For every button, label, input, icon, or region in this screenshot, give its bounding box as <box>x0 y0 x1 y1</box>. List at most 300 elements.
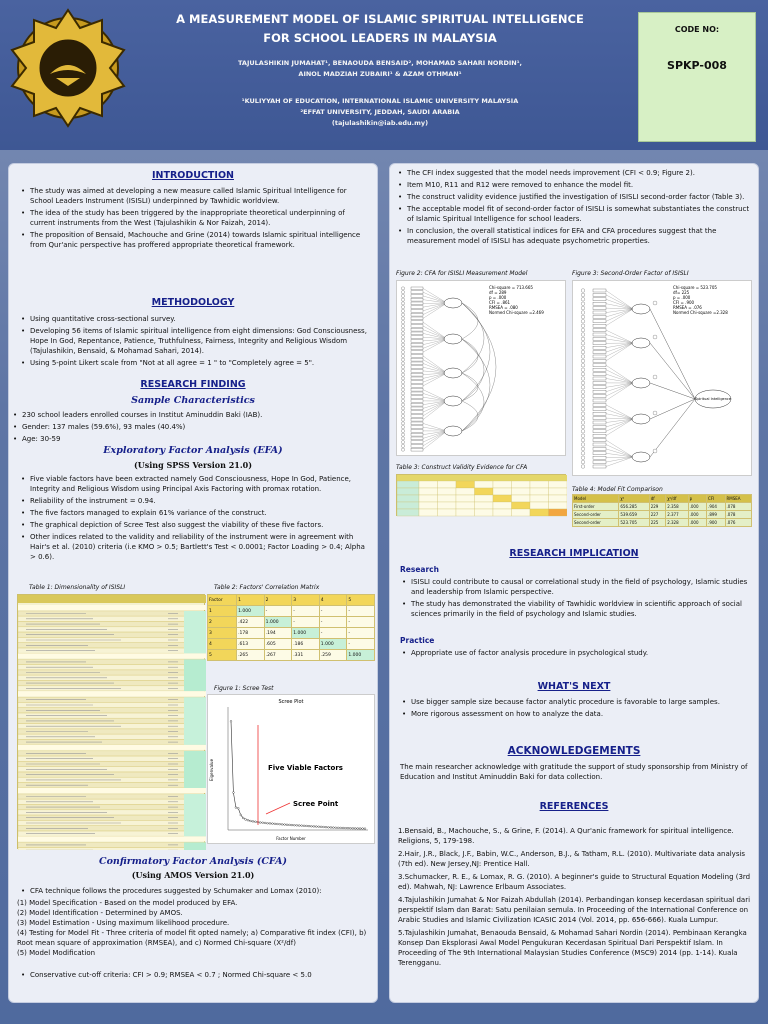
list-item: • Developing 56 items of Islamic spiritual intelligence from eight dimensions: God Consciousness, Hope In God, Repentance, Patience, Truthfulness, Fairness, Integrity and Religious Wisdom (Tajulashikin, Bensaid, & Mohamad Sahari, 2014). <box>21 326 371 356</box>
error-node <box>401 437 404 440</box>
indicator-box <box>411 287 423 290</box>
indicator-box <box>411 422 423 425</box>
disturbance-node <box>653 375 657 379</box>
indicator-box <box>593 381 606 384</box>
table3-cell <box>456 495 475 502</box>
loading-line <box>423 431 447 442</box>
error-node <box>581 333 585 337</box>
indicator-box <box>411 385 423 388</box>
indicator-box <box>411 400 423 403</box>
table-cell: 4 <box>208 639 237 650</box>
indicator-box <box>593 364 606 367</box>
scree-point <box>233 792 235 794</box>
loading-line <box>423 423 447 431</box>
table-cell: 2.328 <box>666 519 688 527</box>
error-node <box>581 421 585 425</box>
indicator-box <box>411 426 423 429</box>
list-item: • In conclusion, the overall statistical indices for EFA and CFA procedures suggest that the measurement model of ISISLI has adequate psychometric properties. <box>398 226 752 246</box>
indicator-box <box>593 315 606 318</box>
error-node <box>581 324 585 328</box>
authors-line: TAJULASHIKIN JUMAHAT¹, BENAOUDA BENSAID², MOHAMAD SAHARI NORDIN¹, <box>237 59 523 67</box>
indicator-box <box>593 412 606 415</box>
table1-group-row <box>18 691 206 696</box>
indicator-box <box>593 342 606 345</box>
table1-group-row <box>18 653 206 658</box>
loading-line <box>606 449 633 457</box>
table-header-cell: RMSEA <box>725 495 752 503</box>
indicator-box <box>593 465 606 468</box>
table-header-cell: 1 <box>237 595 265 606</box>
indicator-box <box>411 430 423 433</box>
factor-correlation-table <box>207 594 375 661</box>
loading-line <box>423 322 447 339</box>
table1-group-row <box>18 745 206 750</box>
acknowledgements-text: The main researcher acknowledge with gratitude the support of study sponsorship from Ministry of Education and Institut Aminuddin Baki for data collection. <box>400 763 748 781</box>
error-node <box>581 447 585 451</box>
error-node <box>401 336 404 339</box>
indicator-box <box>593 324 606 327</box>
error-node <box>581 408 585 412</box>
table3-grid <box>397 475 567 517</box>
fig2-stat: Chi-square = 713.665 <box>489 285 533 290</box>
fig3-stat: Chi-square = 523.705 <box>673 285 717 290</box>
error-node <box>581 443 585 447</box>
covariance-arc <box>462 339 484 401</box>
error-node <box>581 394 585 398</box>
indicator-box <box>593 452 606 455</box>
methodology-heading: METHODOLOGY <box>151 297 235 308</box>
title-line: FOR SCHOOL LEADERS IN MALAYSIA <box>263 31 497 45</box>
list-item: • The study was aimed at developing a new measure called Islamic Spiritual Intelligence for School Leaders Instrument (ISISLI) underpinned by Tawhidic worldview. <box>21 186 371 206</box>
loading-line <box>423 303 447 311</box>
scree-point <box>293 824 295 826</box>
table-cell: 1.000 <box>319 639 347 650</box>
error-node <box>581 403 585 407</box>
error-node <box>581 315 585 319</box>
efa-subheading: (Using SPSS Version 21.0) <box>134 460 252 470</box>
indicator-box <box>411 358 423 361</box>
table3-cell <box>419 495 438 502</box>
cfa-results-list <box>398 168 752 248</box>
table3-cell <box>493 488 512 495</box>
covariance-arc <box>462 339 490 431</box>
indicator-box <box>593 293 606 296</box>
table3-cell <box>512 502 531 509</box>
table-header-cell: χ² <box>619 495 649 503</box>
disturbance-node <box>653 335 657 339</box>
scree-point <box>306 825 308 827</box>
indicator-box <box>411 313 423 316</box>
indicator-box <box>411 340 423 343</box>
table-cell: 5 <box>208 650 237 661</box>
table3-cell <box>549 509 568 516</box>
loading-line <box>606 383 633 401</box>
table3-cell <box>530 509 549 516</box>
scree-point <box>235 807 237 809</box>
indicator-box <box>593 351 606 354</box>
table-header-cell: CFI <box>707 495 725 503</box>
error-node <box>401 426 404 429</box>
table3-row-label <box>397 509 419 516</box>
loading-line <box>606 457 633 462</box>
scree-point <box>301 825 303 827</box>
scree-point <box>352 827 354 829</box>
error-node <box>401 306 404 309</box>
indicator-box <box>411 381 423 384</box>
error-node <box>401 339 404 342</box>
list-item: • Gender: 137 males (59.6%), 93 males (40.4%) <box>13 422 363 432</box>
indicator-box <box>411 392 423 395</box>
indicator-box <box>411 377 423 380</box>
right-column <box>389 163 759 1003</box>
error-node <box>401 351 404 354</box>
poster-header <box>0 0 768 150</box>
loading-line <box>423 363 447 373</box>
table-cell: 539.659 <box>619 511 649 519</box>
table3-cell <box>456 488 475 495</box>
table-row <box>208 650 375 661</box>
table-row <box>208 628 375 639</box>
loading-line <box>606 339 633 343</box>
implication-practice-list <box>402 648 752 660</box>
scree-point <box>332 827 334 829</box>
research-finding-heading: RESEARCH FINDING <box>140 379 246 390</box>
table-cell: 1.000 <box>237 606 265 617</box>
list-item: • 230 school leaders enrolled courses in Institut Aminuddin Baki (IAB). <box>13 410 363 420</box>
scree-point <box>349 827 351 829</box>
table3-header-row <box>397 475 567 481</box>
loading-line <box>606 440 633 457</box>
table-header-cell: p <box>688 495 706 503</box>
figure3-caption: Figure 3: Second-Order Factor of ISISLI <box>572 270 689 277</box>
error-node <box>401 366 404 369</box>
indicator-box <box>593 311 606 314</box>
error-node <box>401 418 404 421</box>
loading-line <box>423 303 447 318</box>
table-header-cell: 2 <box>264 595 292 606</box>
indicator-box <box>411 418 423 421</box>
scree-point <box>267 822 269 824</box>
error-node <box>401 369 404 372</box>
table-cell: .899 <box>707 511 725 519</box>
error-node <box>581 311 585 315</box>
scree-arrow <box>266 803 290 814</box>
error-node <box>581 465 585 469</box>
scree-title: Scree Plot <box>278 699 304 705</box>
loading-line <box>606 343 633 348</box>
list-item: • The five factors managed to explain 61% variance of the construct. <box>21 508 371 518</box>
references-heading: REFERENCES <box>539 801 609 812</box>
table4-caption: Table 4: Model Fit Comparison <box>572 486 663 493</box>
disturbance-node <box>653 411 657 415</box>
error-node <box>581 289 585 293</box>
scree-point <box>289 824 291 826</box>
loading-line <box>606 419 633 427</box>
fig2-stat: CFI = .861 <box>489 300 511 305</box>
error-node <box>581 434 585 438</box>
indicator-box <box>593 395 606 398</box>
table3-cell <box>530 495 549 502</box>
factor-node <box>632 378 650 388</box>
table-cell: - <box>319 628 347 639</box>
table1-caption: Table 1: Dimensionality of ISISLI <box>29 584 126 591</box>
indicator-box <box>593 456 606 459</box>
loading-line <box>423 397 447 401</box>
indicator-box <box>411 306 423 309</box>
error-node <box>581 425 585 429</box>
whats-next-list <box>402 697 752 721</box>
indicator-box <box>593 390 606 393</box>
covariance-arc <box>462 303 496 431</box>
scree-point <box>276 823 278 825</box>
sample-heading: Sample Characteristics <box>131 395 255 406</box>
indicator-box <box>593 307 606 310</box>
model-fit-table <box>572 494 752 527</box>
scree-line <box>231 721 365 828</box>
error-node <box>401 403 404 406</box>
table-cell: First-order <box>573 503 619 511</box>
list-item: • The proposition of Bensaid, Machouche and Grine (2014) towards Islamic spiritual intelligence from Qur'anic perspective has proffered appropriate theoretical framework. <box>21 230 371 250</box>
factor-node <box>632 338 650 348</box>
scree-point <box>362 828 364 830</box>
indicator-box <box>593 425 606 428</box>
table-cell: 3 <box>208 628 237 639</box>
indicator-box <box>411 351 423 354</box>
indicator-box <box>593 434 606 437</box>
poster-title <box>150 10 610 48</box>
error-node <box>581 368 585 372</box>
error-node <box>401 399 404 402</box>
implication-research-list <box>402 577 752 621</box>
scree-point <box>337 827 339 829</box>
table-cell: - <box>347 639 375 650</box>
error-node <box>401 388 404 391</box>
methodology-list <box>21 314 371 370</box>
table3-cell <box>549 502 568 509</box>
table-cell: 2.358 <box>666 503 688 511</box>
error-node <box>581 412 585 416</box>
table-cell: 1 <box>208 606 237 617</box>
indicator-box <box>411 448 423 451</box>
table-header-cell: 5 <box>347 595 375 606</box>
table-header-cell: 3 <box>292 595 320 606</box>
table3-cell <box>493 481 512 488</box>
list-item: • The idea of the study has been triggered by the inappropriate theoretical underpinning of current instruments from the West (Tajulashikin & Nor Faizah, 2014). <box>21 208 371 228</box>
list-item: • Using 5-point Likert scale from "Not at all agree = 1 " to "Completely agree = 5". <box>21 358 371 368</box>
error-node <box>581 416 585 420</box>
loading-line <box>423 431 447 438</box>
scree-point <box>281 823 283 825</box>
loading-line <box>606 383 633 387</box>
table-cell: 225 <box>649 519 666 527</box>
error-node <box>581 342 585 346</box>
table3-cell <box>456 502 475 509</box>
list-item: • ISISLI could contribute to causal or correlational study in the field of psychology, Islamic studies and leadership from Islamic perspective. <box>402 577 752 597</box>
scree-point <box>313 826 315 828</box>
table-cell: .259 <box>319 650 347 661</box>
error-node <box>581 337 585 341</box>
factor-node <box>632 304 650 314</box>
loading-line <box>423 401 447 416</box>
table2-caption: Table 2: Factors' Correlation Matrix <box>214 584 320 591</box>
error-node <box>401 377 404 380</box>
table-cell: .605 <box>264 639 292 650</box>
table-cell: 2.377 <box>666 511 688 519</box>
indicator-box <box>593 329 606 332</box>
efa-heading: Exploratory Factor Analysis (EFA) <box>103 445 283 456</box>
cfa-intro-list <box>21 886 371 898</box>
loading-line <box>423 356 447 373</box>
indicator-box <box>411 317 423 320</box>
scree-point <box>269 823 271 825</box>
indicator-box <box>593 333 606 336</box>
table-cell: .078 <box>725 511 752 519</box>
table-header-row <box>573 495 752 503</box>
error-node <box>581 399 585 403</box>
table1 <box>17 594 205 849</box>
table3-cell <box>549 495 568 502</box>
table-cell: .900 <box>707 519 725 527</box>
factor-node <box>444 396 462 406</box>
table1-row <box>18 848 206 850</box>
table-cell: - <box>347 606 375 617</box>
error-node <box>401 381 404 384</box>
university-logo-icon <box>8 6 128 131</box>
table-row <box>208 639 375 650</box>
scree-point <box>325 826 327 828</box>
table3-cell <box>475 481 494 488</box>
scree-point <box>308 825 310 827</box>
table1-group-row <box>18 788 206 793</box>
indicator-box <box>593 359 606 362</box>
list-item: • Using quantitative cross-sectional survey. <box>21 314 371 324</box>
affiliations <box>150 96 610 129</box>
error-node <box>401 392 404 395</box>
indicator-box <box>411 373 423 376</box>
table-cell: - <box>347 617 375 628</box>
table-cell: - <box>292 606 320 617</box>
factor-node <box>444 426 462 436</box>
disturbance-node <box>653 301 657 305</box>
scree-point <box>286 824 288 826</box>
table3-cell <box>475 502 494 509</box>
loading-line <box>423 373 447 386</box>
scree-point <box>259 822 261 824</box>
scree-point-label: Scree Point <box>293 800 339 808</box>
indicator-box <box>593 443 606 446</box>
acknowledgements-heading: ACKNOWLEDGEMENTS <box>507 745 641 757</box>
loading-line <box>423 431 447 446</box>
indicator-box <box>411 362 423 365</box>
indicator-box <box>411 370 423 373</box>
error-node <box>401 332 404 335</box>
fig2-stat: df = 289 <box>489 290 507 295</box>
table3-cell <box>438 481 457 488</box>
table3-cell <box>512 488 531 495</box>
indicator-box <box>593 408 606 411</box>
table3-cell <box>419 481 438 488</box>
indicator-box <box>411 396 423 399</box>
loading-line <box>606 457 633 458</box>
table-cell: .422 <box>237 617 265 628</box>
loading-line <box>606 374 633 383</box>
table3-cell <box>438 488 457 495</box>
indicator-box <box>593 289 606 292</box>
table3-row-label <box>397 502 419 509</box>
error-node <box>581 359 585 363</box>
scree-point <box>345 827 347 829</box>
table-cell: .265 <box>237 650 265 661</box>
table-cell: - <box>292 617 320 628</box>
error-node <box>401 429 404 432</box>
table-row <box>208 617 375 628</box>
reference-item: 3.Schumacker, R. E., & Lomax, R. G. (2010). A beginner's guide to Structural Equation Modeling (3rd ed). Mahwah, NJ: Lawrence Erlbaum Associates. <box>398 873 751 891</box>
indicator-box <box>411 366 423 369</box>
indicator-box <box>411 445 423 448</box>
authors-line: AINOL MADZIAH ZUBAIRI¹ & AZAM OTHMAN¹ <box>298 70 462 78</box>
error-node <box>581 298 585 302</box>
table3-cell <box>475 509 494 516</box>
loading-line <box>606 409 633 419</box>
scree-point <box>264 822 266 824</box>
indicator-box <box>411 332 423 335</box>
error-node <box>401 441 404 444</box>
table-row <box>573 503 752 511</box>
loading-line <box>423 390 447 401</box>
table1-group-row <box>18 605 206 610</box>
indicator-box <box>593 461 606 464</box>
introduction-list <box>21 186 371 252</box>
scree-point <box>323 826 325 828</box>
scree-plot <box>207 694 375 844</box>
scree-xlabel: Factor Number <box>276 836 306 841</box>
disturbance-node <box>653 449 657 453</box>
scree-point <box>328 826 330 828</box>
indicator-box <box>411 336 423 339</box>
reference-item: 2.Hair, J.R., Black, J.F., Babin, W.C., Anderson, B.J., & Tatham, R.L. (2010). Multivariate data analysis (7th ed). New Jersey,NJ: Prentice Hall. <box>398 850 746 868</box>
sample-list <box>13 410 363 446</box>
table3-cell <box>419 509 438 516</box>
error-node <box>581 386 585 390</box>
scree-point <box>354 827 356 829</box>
fig2-stat: Normed Chi-square =2.469 <box>489 310 544 315</box>
table-header-row <box>208 595 375 606</box>
error-node <box>581 452 585 456</box>
scree-point <box>357 828 359 830</box>
scree-point <box>318 826 320 828</box>
loading-line <box>606 383 633 396</box>
table-cell: 227 <box>649 511 666 519</box>
list-item: • The CFI index suggested that the model needs improvement (CFI < 0.9; Figure 2). <box>398 168 752 178</box>
error-node <box>401 291 404 294</box>
list-item: • The acceptable model fit of second-order factor of ISISLI is somewhat substantiates the construct of Islamic Spiritual Intelligence for school leaders. <box>398 204 752 224</box>
table3-cell <box>530 502 549 509</box>
error-node <box>401 433 404 436</box>
indicator-box <box>411 437 423 440</box>
fig3-stat: Normed Chi-square =2.328 <box>673 310 728 315</box>
cfa-heading: Confirmatory Factor Analysis (CFA) <box>99 856 287 867</box>
indicator-box <box>411 302 423 305</box>
error-node <box>401 321 404 324</box>
table-header-cell: χ²/df <box>666 495 688 503</box>
code-label: CODE NO: <box>674 25 720 34</box>
scree-point <box>303 825 305 827</box>
indicator-box <box>411 441 423 444</box>
loading-line <box>606 309 633 317</box>
error-node <box>401 354 404 357</box>
loading-line <box>606 383 633 392</box>
error-node <box>401 287 404 290</box>
